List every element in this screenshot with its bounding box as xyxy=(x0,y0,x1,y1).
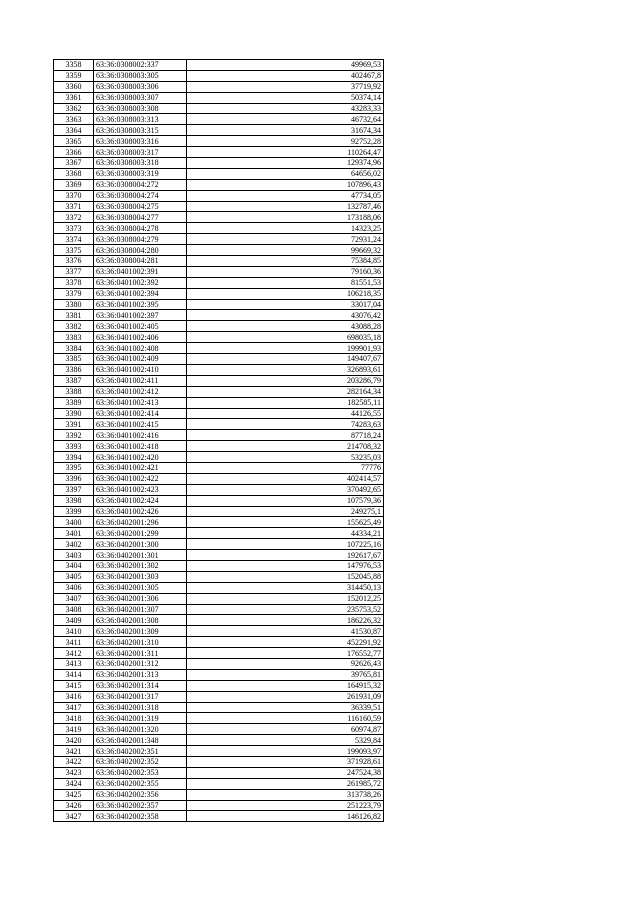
value-cell: 41530,87 xyxy=(187,626,384,637)
table-row xyxy=(54,528,384,539)
table-row xyxy=(54,778,384,789)
table-row xyxy=(54,375,384,386)
table-row xyxy=(54,811,384,822)
table-row xyxy=(54,81,384,92)
row-number-cell: 3426 xyxy=(54,800,94,811)
value-cell: 72931,24 xyxy=(187,234,384,245)
cadastral-number-cell: 63:36:0402001:299 xyxy=(94,528,187,539)
row-number-cell: 3409 xyxy=(54,615,94,626)
row-number-cell: 3414 xyxy=(54,669,94,680)
table-row xyxy=(54,757,384,768)
table-row xyxy=(54,680,384,691)
cadastral-number-cell: 63:36:0402001:308 xyxy=(94,615,187,626)
cadastral-number-cell: 63:36:0401002:422 xyxy=(94,473,187,484)
table-row xyxy=(54,637,384,648)
table-row xyxy=(54,452,384,463)
value-cell: 282164,34 xyxy=(187,386,384,397)
cadastral-number-cell: 63:36:0401002:421 xyxy=(94,462,187,473)
row-number-cell: 3400 xyxy=(54,517,94,528)
row-number-cell: 3427 xyxy=(54,811,94,822)
row-number-cell: 3410 xyxy=(54,626,94,637)
value-cell: 176552,77 xyxy=(187,648,384,659)
value-cell: 314450,13 xyxy=(187,582,384,593)
cadastral-number-cell: 63:36:0401002:411 xyxy=(94,375,187,386)
cadastral-number-cell: 63:36:0401002:394 xyxy=(94,288,187,299)
value-cell: 402414,57 xyxy=(187,473,384,484)
value-cell: 14323,25 xyxy=(187,223,384,234)
table-row xyxy=(54,310,384,321)
cadastral-number-cell: 63:36:0308004:277 xyxy=(94,212,187,223)
row-number-cell: 3408 xyxy=(54,604,94,615)
row-number-cell: 3366 xyxy=(54,147,94,158)
table-row xyxy=(54,724,384,735)
cadastral-number-cell: 63:36:0402001:310 xyxy=(94,637,187,648)
row-number-cell: 3393 xyxy=(54,441,94,452)
value-cell: 39765,81 xyxy=(187,669,384,680)
row-number-cell: 3377 xyxy=(54,266,94,277)
table-row xyxy=(54,702,384,713)
row-number-cell: 3398 xyxy=(54,495,94,506)
table-row xyxy=(54,125,384,136)
value-cell: 5329,84 xyxy=(187,735,384,746)
cadastral-number-cell: 63:36:0401002:414 xyxy=(94,408,187,419)
table-row xyxy=(54,800,384,811)
cadastral-number-cell: 63:36:0308003:317 xyxy=(94,147,187,158)
cadastral-number-cell: 63:36:0402001:300 xyxy=(94,539,187,550)
table-row xyxy=(54,321,384,332)
table-row xyxy=(54,484,384,495)
cadastral-number-cell: 63:36:0402001:348 xyxy=(94,735,187,746)
row-number-cell: 3422 xyxy=(54,757,94,768)
cadastral-number-cell: 63:36:0308003:307 xyxy=(94,92,187,103)
row-number-cell: 3418 xyxy=(54,713,94,724)
cadastral-number-cell: 63:36:0308004:272 xyxy=(94,179,187,190)
row-number-cell: 3407 xyxy=(54,593,94,604)
cadastral-number-cell: 63:36:0401002:424 xyxy=(94,495,187,506)
cadastral-number-cell: 63:36:0308003:313 xyxy=(94,114,187,125)
row-number-cell: 3396 xyxy=(54,473,94,484)
table-row xyxy=(54,648,384,659)
row-number-cell: 3358 xyxy=(54,60,94,71)
cadastral-number-cell: 63:36:0401002:418 xyxy=(94,441,187,452)
row-number-cell: 3379 xyxy=(54,288,94,299)
row-number-cell: 3419 xyxy=(54,724,94,735)
cadastral-number-cell: 63:36:0402001:320 xyxy=(94,724,187,735)
table-row xyxy=(54,397,384,408)
cadastral-number-cell: 63:36:0402002:352 xyxy=(94,757,187,768)
row-number-cell: 3403 xyxy=(54,550,94,561)
table-row xyxy=(54,343,384,354)
table-row xyxy=(54,767,384,778)
row-number-cell: 3412 xyxy=(54,648,94,659)
row-number-cell: 3369 xyxy=(54,179,94,190)
cadastral-number-cell: 63:36:0308004:274 xyxy=(94,190,187,201)
cadastral-number-cell: 63:36:0401002:423 xyxy=(94,484,187,495)
table-row xyxy=(54,746,384,757)
row-number-cell: 3383 xyxy=(54,332,94,343)
cadastral-number-cell: 63:36:0401002:410 xyxy=(94,364,187,375)
cadastral-number-cell: 63:36:0401002:415 xyxy=(94,419,187,430)
table-row xyxy=(54,571,384,582)
row-number-cell: 3416 xyxy=(54,691,94,702)
cadastral-number-cell: 63:36:0308004:281 xyxy=(94,256,187,267)
row-number-cell: 3402 xyxy=(54,539,94,550)
table-row xyxy=(54,277,384,288)
row-number-cell: 3423 xyxy=(54,767,94,778)
cadastral-number-cell: 63:36:0402001:296 xyxy=(94,517,187,528)
value-cell: 182585,11 xyxy=(187,397,384,408)
cadastral-number-cell: 63:36:0401002:426 xyxy=(94,506,187,517)
cadastral-number-cell: 63:36:0402001:302 xyxy=(94,560,187,571)
cadastral-number-cell: 63:36:0402002:353 xyxy=(94,767,187,778)
row-number-cell: 3381 xyxy=(54,310,94,321)
table-row xyxy=(54,201,384,212)
row-number-cell: 3389 xyxy=(54,397,94,408)
row-number-cell: 3367 xyxy=(54,158,94,169)
cadastral-number-cell: 63:36:0401002:408 xyxy=(94,343,187,354)
table-row xyxy=(54,506,384,517)
value-cell: 31674,34 xyxy=(187,125,384,136)
value-cell: 146126,82 xyxy=(187,811,384,822)
value-cell: 107896,43 xyxy=(187,179,384,190)
row-number-cell: 3405 xyxy=(54,571,94,582)
row-number-cell: 3368 xyxy=(54,168,94,179)
row-number-cell: 3420 xyxy=(54,735,94,746)
value-cell: 251223,79 xyxy=(187,800,384,811)
row-number-cell: 3390 xyxy=(54,408,94,419)
cadastral-number-cell: 63:36:0402001:314 xyxy=(94,680,187,691)
cadastral-number-cell: 63:36:0402001:313 xyxy=(94,669,187,680)
cadastral-number-cell: 63:36:0402001:307 xyxy=(94,604,187,615)
table-row xyxy=(54,626,384,637)
value-cell: 371928,61 xyxy=(187,757,384,768)
cadastral-number-cell: 63:36:0402001:317 xyxy=(94,691,187,702)
value-cell: 43088,28 xyxy=(187,321,384,332)
row-number-cell: 3415 xyxy=(54,680,94,691)
row-number-cell: 3394 xyxy=(54,452,94,463)
value-cell: 402467,8 xyxy=(187,70,384,81)
table-row xyxy=(54,550,384,561)
table-row xyxy=(54,179,384,190)
table-row xyxy=(54,266,384,277)
table-row xyxy=(54,691,384,702)
row-number-cell: 3382 xyxy=(54,321,94,332)
value-cell: 129374,96 xyxy=(187,158,384,169)
cadastral-number-cell: 63:36:0308003:305 xyxy=(94,70,187,81)
row-number-cell: 3363 xyxy=(54,114,94,125)
value-cell: 60974,87 xyxy=(187,724,384,735)
cadastral-value-table xyxy=(53,59,384,822)
value-cell: 214708,32 xyxy=(187,441,384,452)
table-row xyxy=(54,658,384,669)
row-number-cell: 3362 xyxy=(54,103,94,114)
value-cell: 152045,88 xyxy=(187,571,384,582)
row-number-cell: 3397 xyxy=(54,484,94,495)
cadastral-number-cell: 63:36:0402002:358 xyxy=(94,811,187,822)
table-row xyxy=(54,299,384,310)
value-cell: 107225,16 xyxy=(187,539,384,550)
cadastral-number-cell: 63:36:0401002:406 xyxy=(94,332,187,343)
cadastral-number-cell: 63:36:0308003:316 xyxy=(94,136,187,147)
value-cell: 99669,32 xyxy=(187,245,384,256)
value-cell: 64656,02 xyxy=(187,168,384,179)
cadastral-number-cell: 63:36:0401002:397 xyxy=(94,310,187,321)
row-number-cell: 3386 xyxy=(54,364,94,375)
value-cell: 370492,65 xyxy=(187,484,384,495)
table-row xyxy=(54,223,384,234)
cadastral-number-cell: 63:36:0401002:391 xyxy=(94,266,187,277)
cadastral-number-cell: 63:36:0402001:318 xyxy=(94,702,187,713)
table-row xyxy=(54,70,384,81)
value-cell: 132787,46 xyxy=(187,201,384,212)
row-number-cell: 3413 xyxy=(54,658,94,669)
value-cell: 173188,06 xyxy=(187,212,384,223)
row-number-cell: 3378 xyxy=(54,277,94,288)
table-body xyxy=(54,60,384,822)
value-cell: 155625,49 xyxy=(187,517,384,528)
cadastral-number-cell: 63:36:0401002:412 xyxy=(94,386,187,397)
value-cell: 452291,92 xyxy=(187,637,384,648)
value-cell: 81551,53 xyxy=(187,277,384,288)
row-number-cell: 3361 xyxy=(54,92,94,103)
row-number-cell: 3391 xyxy=(54,419,94,430)
cadastral-number-cell: 63:36:0402001:303 xyxy=(94,571,187,582)
table-row xyxy=(54,147,384,158)
row-number-cell: 3374 xyxy=(54,234,94,245)
row-number-cell: 3401 xyxy=(54,528,94,539)
cadastral-number-cell: 63:36:0402001:301 xyxy=(94,550,187,561)
value-cell: 203286,79 xyxy=(187,375,384,386)
table-row xyxy=(54,462,384,473)
value-cell: 77776 xyxy=(187,462,384,473)
cadastral-number-cell: 63:36:0308003:315 xyxy=(94,125,187,136)
row-number-cell: 3388 xyxy=(54,386,94,397)
table-row xyxy=(54,430,384,441)
cadastral-number-cell: 63:36:0402002:351 xyxy=(94,746,187,757)
cadastral-number-cell: 63:36:0402001:319 xyxy=(94,713,187,724)
cadastral-number-cell: 63:36:0401002:395 xyxy=(94,299,187,310)
value-cell: 79160,36 xyxy=(187,266,384,277)
value-cell: 43283,33 xyxy=(187,103,384,114)
table-row xyxy=(54,158,384,169)
table-row xyxy=(54,92,384,103)
table-row xyxy=(54,190,384,201)
value-cell: 92752,28 xyxy=(187,136,384,147)
value-cell: 235753,52 xyxy=(187,604,384,615)
value-cell: 247524,38 xyxy=(187,767,384,778)
value-cell: 44126,55 xyxy=(187,408,384,419)
value-cell: 49969,53 xyxy=(187,60,384,71)
cadastral-number-cell: 63:36:0308003:318 xyxy=(94,158,187,169)
value-cell: 152012,25 xyxy=(187,593,384,604)
value-cell: 313738,26 xyxy=(187,789,384,800)
row-number-cell: 3370 xyxy=(54,190,94,201)
cadastral-number-cell: 63:36:0308003:308 xyxy=(94,103,187,114)
row-number-cell: 3411 xyxy=(54,637,94,648)
value-cell: 698035,18 xyxy=(187,332,384,343)
value-cell: 199093,97 xyxy=(187,746,384,757)
table-row xyxy=(54,354,384,365)
row-number-cell: 3376 xyxy=(54,256,94,267)
value-cell: 44334,21 xyxy=(187,528,384,539)
table-row xyxy=(54,539,384,550)
cadastral-number-cell: 63:36:0402001:312 xyxy=(94,658,187,669)
table-row xyxy=(54,669,384,680)
cadastral-number-cell: 63:36:0308003:319 xyxy=(94,168,187,179)
table-row xyxy=(54,560,384,571)
row-number-cell: 3417 xyxy=(54,702,94,713)
table-row xyxy=(54,495,384,506)
cadastral-number-cell: 63:36:0402001:306 xyxy=(94,593,187,604)
row-number-cell: 3406 xyxy=(54,582,94,593)
value-cell: 186226,32 xyxy=(187,615,384,626)
row-number-cell: 3395 xyxy=(54,462,94,473)
value-cell: 74283,63 xyxy=(187,419,384,430)
table-row xyxy=(54,473,384,484)
table-row xyxy=(54,103,384,114)
row-number-cell: 3371 xyxy=(54,201,94,212)
table-row xyxy=(54,364,384,375)
cadastral-number-cell: 63:36:0401002:416 xyxy=(94,430,187,441)
value-cell: 149407,67 xyxy=(187,354,384,365)
value-cell: 75384,85 xyxy=(187,256,384,267)
value-cell: 199901,93 xyxy=(187,343,384,354)
row-number-cell: 3421 xyxy=(54,746,94,757)
table-row xyxy=(54,441,384,452)
cadastral-number-cell: 63:36:0401002:392 xyxy=(94,277,187,288)
table-row xyxy=(54,582,384,593)
table-row xyxy=(54,419,384,430)
cadastral-number-cell: 63:36:0308002:337 xyxy=(94,60,187,71)
table-row xyxy=(54,604,384,615)
row-number-cell: 3385 xyxy=(54,354,94,365)
table-row xyxy=(54,288,384,299)
value-cell: 110264,47 xyxy=(187,147,384,158)
value-cell: 50374,14 xyxy=(187,92,384,103)
value-cell: 326893,61 xyxy=(187,364,384,375)
value-cell: 37719,92 xyxy=(187,81,384,92)
cadastral-number-cell: 63:36:0402002:355 xyxy=(94,778,187,789)
row-number-cell: 3364 xyxy=(54,125,94,136)
table-row xyxy=(54,245,384,256)
cadastral-number-cell: 63:36:0401002:409 xyxy=(94,354,187,365)
row-number-cell: 3425 xyxy=(54,789,94,800)
table-row xyxy=(54,386,384,397)
row-number-cell: 3359 xyxy=(54,70,94,81)
value-cell: 53235,03 xyxy=(187,452,384,463)
table-row xyxy=(54,114,384,125)
cadastral-number-cell: 63:36:0401002:420 xyxy=(94,452,187,463)
row-number-cell: 3375 xyxy=(54,245,94,256)
value-cell: 36339,51 xyxy=(187,702,384,713)
row-number-cell: 3360 xyxy=(54,81,94,92)
table-row xyxy=(54,593,384,604)
row-number-cell: 3365 xyxy=(54,136,94,147)
cadastral-number-cell: 63:36:0308003:306 xyxy=(94,81,187,92)
table-row xyxy=(54,234,384,245)
table-row xyxy=(54,60,384,71)
table-row xyxy=(54,332,384,343)
value-cell: 33017,04 xyxy=(187,299,384,310)
value-cell: 87718,24 xyxy=(187,430,384,441)
table-row xyxy=(54,789,384,800)
cadastral-number-cell: 63:36:0402002:356 xyxy=(94,789,187,800)
row-number-cell: 3399 xyxy=(54,506,94,517)
value-cell: 92626,43 xyxy=(187,658,384,669)
cadastral-number-cell: 63:36:0402001:309 xyxy=(94,626,187,637)
row-number-cell: 3384 xyxy=(54,343,94,354)
table-row xyxy=(54,168,384,179)
value-cell: 164915,32 xyxy=(187,680,384,691)
table-row xyxy=(54,517,384,528)
cadastral-number-cell: 63:36:0308004:278 xyxy=(94,223,187,234)
row-number-cell: 3372 xyxy=(54,212,94,223)
row-number-cell: 3392 xyxy=(54,430,94,441)
value-cell: 107579,36 xyxy=(187,495,384,506)
cadastral-number-cell: 63:36:0308004:279 xyxy=(94,234,187,245)
value-cell: 261931,09 xyxy=(187,691,384,702)
table-row xyxy=(54,615,384,626)
value-cell: 46732,64 xyxy=(187,114,384,125)
value-cell: 192617,67 xyxy=(187,550,384,561)
cadastral-number-cell: 63:36:0402002:357 xyxy=(94,800,187,811)
table-row xyxy=(54,212,384,223)
cadastral-number-cell: 63:36:0308004:280 xyxy=(94,245,187,256)
row-number-cell: 3380 xyxy=(54,299,94,310)
row-number-cell: 3387 xyxy=(54,375,94,386)
table-row xyxy=(54,735,384,746)
value-cell: 249275,1 xyxy=(187,506,384,517)
cadastral-number-cell: 63:36:0401002:413 xyxy=(94,397,187,408)
cadastral-number-cell: 63:36:0402001:305 xyxy=(94,582,187,593)
table-row xyxy=(54,136,384,147)
table-row xyxy=(54,256,384,267)
cadastral-number-cell: 63:36:0402001:311 xyxy=(94,648,187,659)
value-cell: 147976,53 xyxy=(187,560,384,571)
value-cell: 47734,05 xyxy=(187,190,384,201)
cadastral-number-cell: 63:36:0401002:405 xyxy=(94,321,187,332)
row-number-cell: 3373 xyxy=(54,223,94,234)
row-number-cell: 3404 xyxy=(54,560,94,571)
cadastral-number-cell: 63:36:0308004:275 xyxy=(94,201,187,212)
value-cell: 116160,59 xyxy=(187,713,384,724)
table-row xyxy=(54,408,384,419)
value-cell: 261985,72 xyxy=(187,778,384,789)
table-row xyxy=(54,713,384,724)
row-number-cell: 3424 xyxy=(54,778,94,789)
value-cell: 106218,35 xyxy=(187,288,384,299)
value-cell: 43076,42 xyxy=(187,310,384,321)
